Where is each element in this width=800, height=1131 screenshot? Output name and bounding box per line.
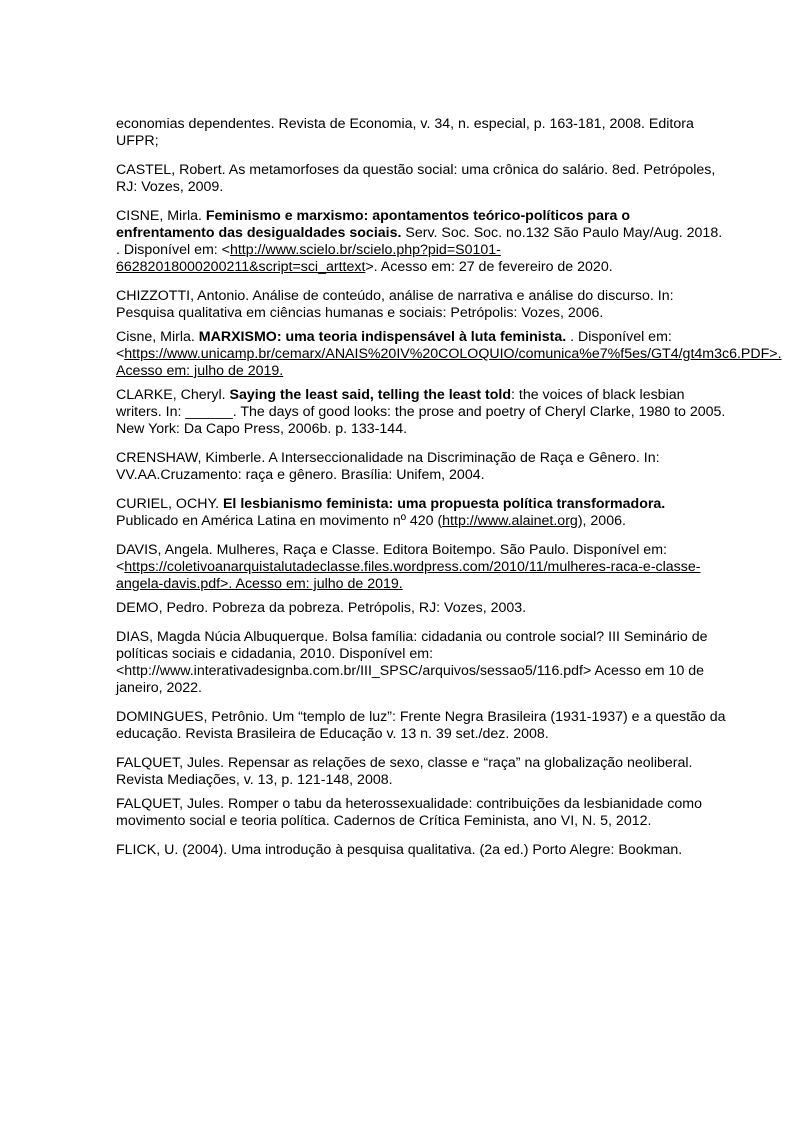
reference-text: CLARKE, Cheryl.	[116, 387, 230, 403]
reference-entry-r1	[116, 116, 730, 150]
reference-text: FALQUET, Jules. Repensar as relações de sexo, classe e “raça” na globalização neoliberal. Revista Mediações, v. 13, p. 121-148, 2008.	[116, 755, 693, 788]
reference-text: DAVIS, Angela. Mulheres, Raça e Classe. Editora Boitempo. São Paulo. Disponível em: <	[116, 542, 667, 575]
reference-entry-r2	[116, 162, 730, 196]
reference-text: DIAS, Magda Núcia Albuquerque. Bolsa família: cidadania ou controle social? III Seminário de políticas sociais e cidadania, 2010. Disponível em: <http://www.interativadesignba.com.br/III_SPSC/arquivos/sessao5/116.pdf> Acesso em 10 de janeiro, 2022.	[116, 629, 708, 696]
reference-entry-r15	[116, 842, 730, 859]
reference-text: CISNE, Mirla.	[116, 208, 206, 224]
reference-entry-r14	[116, 796, 730, 830]
reference-text: economias dependentes. Revista de Economia, v. 34, n. especial, p. 163-181, 2008. Editora UFPR;	[116, 116, 694, 149]
reference-entry-r4	[116, 288, 730, 322]
reference-title: Feminismo e marxismo: apontamentos teórico-políticos para o enfrentamento das desigualdades sociais.	[116, 208, 631, 241]
reference-entry-r11	[116, 629, 730, 697]
reference-text: CRENSHAW, Kimberle. A Interseccionalidade na Discriminação de Raça e Gênero. In: VV.AA.Cruzamento: raça e gênero. Brasília: Unifem, 2004.	[116, 450, 660, 483]
reference-list	[116, 116, 782, 871]
reference-text: CHIZZOTTI, Antonio. Análise de conteúdo, análise de narrativa e análise do discurso. In: Pesquisa qualitativa em ciências humanas e sociais: Petrópolis: Vozes, 2006.	[116, 288, 674, 321]
reference-text: FLICK, U. (2004). Uma introdução à pesquisa qualitativa. (2a ed.) Porto Alegre: Bookman.	[116, 842, 683, 858]
reference-link[interactable]: http://www.alainet.org	[442, 513, 578, 529]
reference-text: Serv. Soc. Soc. no.132 São Paulo May/Aug. 2018. . Disponível em: <	[116, 225, 723, 258]
reference-text: DOMINGUES, Petrônio. Um “templo de luz”: Frente Negra Brasileira (1931-1937) e a questão da educação. Revista Brasileira de Educação v. 13 n. 39 set./dez. 2008.	[116, 709, 726, 742]
reference-text: . Disponível em: <	[116, 329, 672, 362]
reference-title: El lesbianismo feminista: uma propuesta política transformadora.	[222, 496, 666, 512]
reference-entry-r9	[116, 542, 730, 593]
reference-link[interactable]: https://coletivoanarquistalutadeclasse.files.wordpress.com/2010/11/mulheres-raca-e-classe-angela-davis.pdf>. Acesso em: julho de 2019.	[116, 559, 701, 592]
reference-text: : the voices of black lesbian writers. In: ______. The days of good looks: the prose and poetry of Cheryl Clarke, 1980 to 2005. New York: Da Capo Press, 2006b. p. 133-144.	[116, 387, 726, 437]
reference-entry-r3	[116, 208, 730, 276]
reference-title: MARXISMO: uma teoria indispensável à luta feminista.	[198, 329, 567, 345]
reference-entry-r5	[116, 329, 782, 380]
reference-text: DEMO, Pedro. Pobreza da pobreza. Petrópolis, RJ: Vozes, 2003.	[116, 600, 527, 616]
reference-entry-r13	[116, 755, 730, 789]
reference-entry-r12	[116, 709, 730, 743]
reference-entry-r10	[116, 600, 730, 617]
reference-entries	[116, 116, 782, 859]
reference-text: FALQUET, Jules. Romper o tabu da heterossexualidade: contribuições da lesbianidade como movimento social e teoria política. Cadernos de Crítica Feminista, ano VI, N. 5, 2012.	[116, 796, 702, 829]
reference-entry-r7	[116, 450, 730, 484]
reference-text: ), 2006.	[577, 513, 626, 529]
reference-entry-r8	[116, 496, 730, 530]
reference-text: Publicado en América Latina en movimento nº 420 (	[116, 513, 443, 529]
reference-text: CASTEL, Robert. As metamorfoses da questão social: uma crônica do salário. 8ed. Petrópoles, RJ: Vozes, 2009.	[116, 162, 716, 195]
reference-entry-r6	[116, 387, 730, 438]
reference-text: >. Acesso em: 27 de fevereiro de 2020.	[365, 259, 613, 275]
reference-link[interactable]: http://www.scielo.br/scielo.php?pid=S0101-66282018000200211&script=sci_arttext	[116, 242, 501, 275]
reference-link[interactable]: https://www.unicamp.br/cemarx/ANAIS%20IV%20COLOQUIO/comunica%e7%f5es/GT4/gt4m3c6.PDF>. Acesso em: julho de 2019.	[116, 346, 782, 379]
reference-title: Saying the least said, telling the least told	[229, 387, 511, 403]
reference-text: Cisne, Mirla.	[116, 329, 199, 345]
reference-text: CURIEL, OCHY.	[116, 496, 223, 512]
